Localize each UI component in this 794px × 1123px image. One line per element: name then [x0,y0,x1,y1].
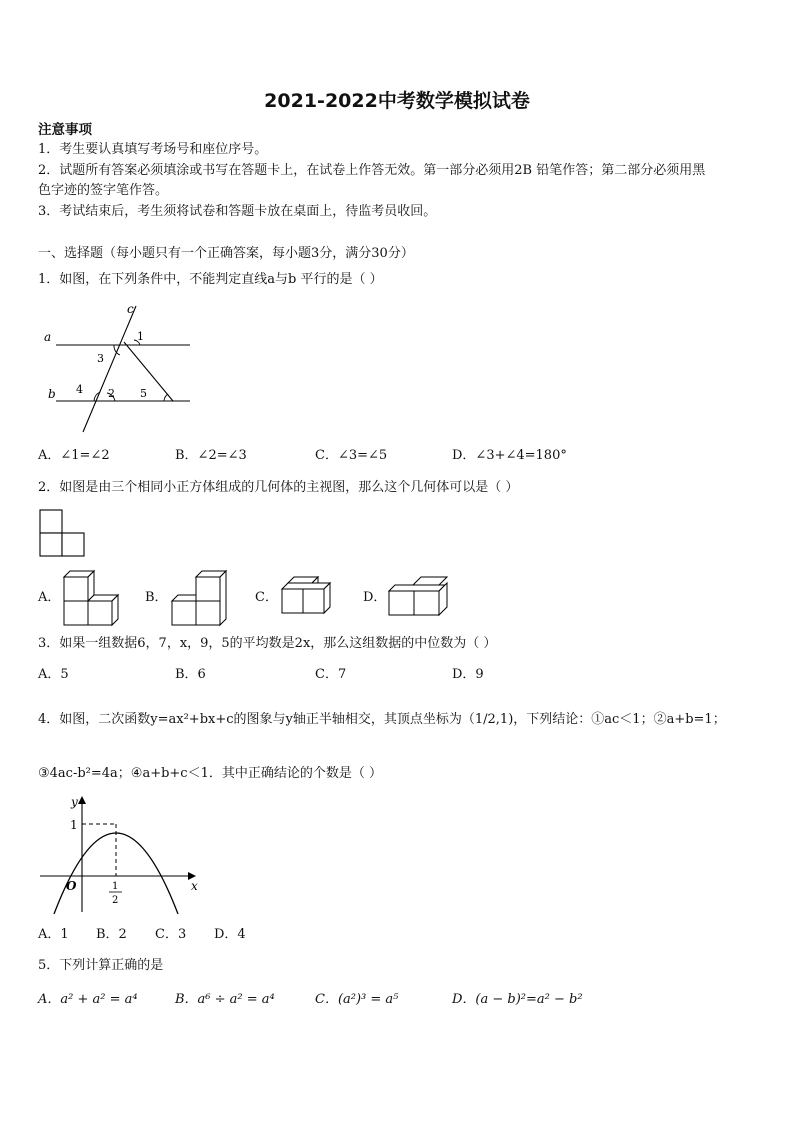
q5-option-b: B．a⁶ ÷ a² = a⁴ [175,992,275,1007]
tick-half-numerator: 1 [112,881,119,892]
question-3-stem: 3．如果一组数据6，7，x，9，5的平均数是2x，那么这组数据的中位数为（ ） [38,636,497,651]
label-b: b [48,387,56,401]
y-axis-label: y [71,795,78,809]
section-heading: 一、选择题（每小题只有一个正确答案，每小题3分，满分30分） [38,246,414,261]
note-item: 色字迹的签字笔作答。 [38,183,169,198]
note-item: 1．考生要认真填写考场号和座位序号。 [38,142,268,157]
angle-label-1: 1 [137,330,144,343]
label-c: c [127,302,134,316]
tick-label-one: 1 [70,818,78,832]
q1-option-b: B．∠2=∠3 [175,448,247,463]
q5-option-d: D．(a − b)²=a² − b² [452,992,583,1007]
cube-figure-c [280,575,340,620]
q4-option-d: D．4 [214,927,246,942]
q4-option-b: B．2 [96,927,127,942]
q1-option-d: D．∠3+∠4=180° [452,448,567,463]
label-a: a [44,330,52,344]
question-5-stem: 5．下列计算正确的是 [38,958,164,973]
q2-option-b: B． [145,590,168,605]
tick-half-denominator: 2 [112,895,119,906]
q5-option-c: C．(a²)³ = a⁵ [315,992,399,1007]
q3-option-b: B．6 [175,667,206,682]
q4-option-a: A．1 [38,927,69,942]
notes-heading: 注意事项 [38,122,92,138]
cube-figure-a [62,565,122,627]
angle-label-2: 2 [108,387,115,400]
parallel-lines-figure [38,300,198,440]
q2-option-a: A． [38,590,61,605]
q1-option-c: C．∠3=∠5 [315,448,388,463]
question-4-stem-line2: ③4ac-b²=4a；④a+b+c＜1．其中正确结论的个数是（ ） [38,766,382,781]
cube-figure-d [387,575,455,620]
question-1-stem: 1．如图，在下列条件中，不能判定直线a与b 平行的是（ ） [38,272,383,287]
note-item: 2．试题所有答案必须填涂或书写在答题卡上，在试卷上作答无效。第一部分必须用2B 铅笔作答；第二部分必须用黑 [38,163,706,178]
q3-option-a: A．5 [38,667,69,682]
q2-option-c: C． [255,590,278,605]
q2-option-d: D． [363,590,387,605]
angle-label-4: 4 [76,383,83,396]
origin-label: O [66,879,77,893]
cube-figure-b [170,565,230,627]
question-4-stem-line1: 4．如图，二次函数y=ax²+bx+c的图象与y轴正半轴相交，其顶点坐标为（1/2,1)，下列结论：①ac＜1；②a+b=1； [38,712,726,727]
q3-option-c: C．7 [315,667,347,682]
q5-option-a: A．a² + a² = a⁴ [38,992,138,1007]
q3-option-d: D．9 [452,667,484,682]
angle-label-3: 3 [97,352,104,365]
q1-option-a: A．∠1=∠2 [38,448,110,463]
angle-label-5: 5 [140,387,147,400]
front-view-figure [38,508,90,560]
question-2-stem: 2．如图是由三个相同小正方体组成的几何体的主视图，那么这个几何体可以是（ ） [38,480,519,495]
x-axis-label: x [191,879,198,893]
q4-option-c: C．3 [155,927,187,942]
note-item: 3．考试结束后，考生须将试卷和答题卡放在桌面上，待监考员收回。 [38,204,437,219]
parabola-figure [36,792,206,917]
page-title: 2021-2022中考数学模拟试卷 [264,90,530,112]
